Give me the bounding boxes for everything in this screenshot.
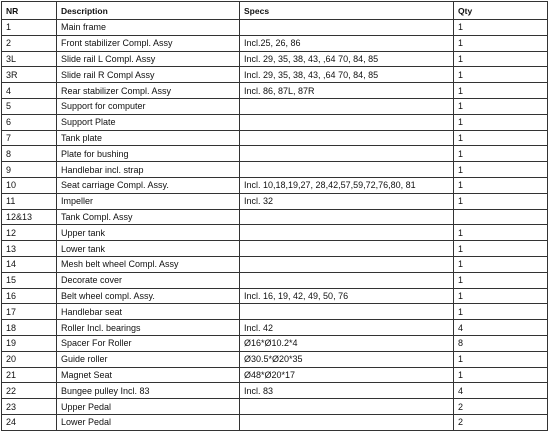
cell-qty: 1 <box>454 130 548 146</box>
cell-description: Guide roller <box>57 351 240 367</box>
cell-description: Lower Pedal <box>57 414 240 430</box>
cell-specs: Incl. 29, 35, 38, 43, ,64 70, 84, 85 <box>240 67 454 83</box>
cell-nr: 3R <box>2 67 57 83</box>
cell-description: Decorate cover <box>57 272 240 288</box>
cell-specs <box>240 399 454 415</box>
cell-specs <box>240 304 454 320</box>
cell-qty: 1 <box>454 367 548 383</box>
cell-nr: 8 <box>2 146 57 162</box>
header-row <box>2 2 548 20</box>
cell-specs <box>240 225 454 241</box>
cell-qty: 1 <box>454 177 548 193</box>
table-row <box>2 130 548 146</box>
table-row <box>2 162 548 178</box>
cell-qty: 1 <box>454 114 548 130</box>
table-row <box>2 320 548 336</box>
cell-nr: 18 <box>2 320 57 336</box>
table-row <box>2 193 548 209</box>
cell-description: Belt wheel compl. Assy. <box>57 288 240 304</box>
table-row <box>2 335 548 351</box>
cell-description: Lower tank <box>57 241 240 257</box>
table-row <box>2 83 548 99</box>
table-row <box>2 241 548 257</box>
table-row <box>2 98 548 114</box>
table-row <box>2 114 548 130</box>
cell-qty: 1 <box>454 98 548 114</box>
cell-specs: Incl.25, 26, 86 <box>240 35 454 51</box>
cell-nr: 14 <box>2 256 57 272</box>
cell-nr: 21 <box>2 367 57 383</box>
header-nr: NR <box>2 2 57 20</box>
cell-qty: 1 <box>454 256 548 272</box>
cell-qty: 4 <box>454 383 548 399</box>
cell-qty: 1 <box>454 272 548 288</box>
table-row <box>2 288 548 304</box>
cell-nr: 20 <box>2 351 57 367</box>
header-description: Description <box>57 2 240 20</box>
cell-qty <box>454 209 548 225</box>
cell-description: Handlebar incl. strap <box>57 162 240 178</box>
cell-specs <box>240 272 454 288</box>
cell-nr: 12&13 <box>2 209 57 225</box>
cell-specs: Ø16*Ø10.2*4 <box>240 335 454 351</box>
cell-description: Upper tank <box>57 225 240 241</box>
cell-nr: 24 <box>2 414 57 430</box>
table-row <box>2 256 548 272</box>
table-row <box>2 304 548 320</box>
cell-description: Magnet Seat <box>57 367 240 383</box>
cell-specs: Incl. 10,18,19,27, 28,42,57,59,72,76,80, 81 <box>240 177 454 193</box>
cell-description: Tank plate <box>57 130 240 146</box>
cell-nr: 9 <box>2 162 57 178</box>
cell-qty: 8 <box>454 335 548 351</box>
cell-qty: 1 <box>454 288 548 304</box>
cell-qty: 1 <box>454 351 548 367</box>
cell-specs: Ø48*Ø20*17 <box>240 367 454 383</box>
cell-nr: 19 <box>2 335 57 351</box>
cell-description: Plate for bushing <box>57 146 240 162</box>
cell-nr: 4 <box>2 83 57 99</box>
table-row <box>2 272 548 288</box>
table-body <box>2 20 548 431</box>
cell-specs <box>240 241 454 257</box>
table-row <box>2 67 548 83</box>
cell-specs <box>240 130 454 146</box>
cell-nr: 2 <box>2 35 57 51</box>
cell-description: Spacer For Roller <box>57 335 240 351</box>
cell-specs: Incl. 42 <box>240 320 454 336</box>
cell-qty: 1 <box>454 241 548 257</box>
cell-description: Support Plate <box>57 114 240 130</box>
cell-nr: 13 <box>2 241 57 257</box>
cell-nr: 15 <box>2 272 57 288</box>
cell-qty: 1 <box>454 67 548 83</box>
table-row <box>2 51 548 67</box>
cell-description: Tank Compl. Assy <box>57 209 240 225</box>
cell-qty: 1 <box>454 225 548 241</box>
table-row <box>2 383 548 399</box>
cell-description: Slide rail R Compl Assy <box>57 67 240 83</box>
cell-nr: 6 <box>2 114 57 130</box>
table-row <box>2 414 548 430</box>
table-row <box>2 225 548 241</box>
table-header <box>2 2 548 20</box>
cell-specs <box>240 256 454 272</box>
cell-description: Mesh belt wheel Compl. Assy <box>57 256 240 272</box>
table-row <box>2 35 548 51</box>
cell-specs <box>240 98 454 114</box>
cell-nr: 7 <box>2 130 57 146</box>
header-qty: Qty <box>454 2 548 20</box>
cell-specs <box>240 414 454 430</box>
cell-nr: 10 <box>2 177 57 193</box>
table-row <box>2 146 548 162</box>
cell-description: Main frame <box>57 20 240 36</box>
cell-qty: 1 <box>454 51 548 67</box>
cell-qty: 2 <box>454 399 548 415</box>
cell-description: Upper Pedal <box>57 399 240 415</box>
cell-specs: Incl. 86, 87L, 87R <box>240 83 454 99</box>
cell-specs: Incl. 83 <box>240 383 454 399</box>
cell-nr: 11 <box>2 193 57 209</box>
cell-qty: 4 <box>454 320 548 336</box>
cell-specs <box>240 162 454 178</box>
cell-qty: 1 <box>454 20 548 36</box>
header-specs: Specs <box>240 2 454 20</box>
parts-table <box>1 1 548 431</box>
cell-description: Slide rail L Compl. Assy <box>57 51 240 67</box>
table-row <box>2 399 548 415</box>
cell-nr: 17 <box>2 304 57 320</box>
cell-description: Seat carriage Compl. Assy. <box>57 177 240 193</box>
cell-qty: 1 <box>454 162 548 178</box>
table-row <box>2 177 548 193</box>
cell-description: Bungee pulley Incl. 83 <box>57 383 240 399</box>
table-row <box>2 367 548 383</box>
cell-description: Front stabilizer Compl. Assy <box>57 35 240 51</box>
cell-qty: 2 <box>454 414 548 430</box>
table-row <box>2 351 548 367</box>
cell-nr: 5 <box>2 98 57 114</box>
cell-qty: 1 <box>454 35 548 51</box>
cell-specs <box>240 20 454 36</box>
cell-specs: Incl. 29, 35, 38, 43, ,64 70, 84, 85 <box>240 51 454 67</box>
cell-specs: Incl. 32 <box>240 193 454 209</box>
cell-specs: Incl. 16, 19, 42, 49, 50, 76 <box>240 288 454 304</box>
cell-nr: 16 <box>2 288 57 304</box>
cell-qty: 1 <box>454 83 548 99</box>
cell-nr: 12 <box>2 225 57 241</box>
cell-specs <box>240 114 454 130</box>
cell-nr: 3L <box>2 51 57 67</box>
cell-specs <box>240 146 454 162</box>
cell-specs: Ø30.5*Ø20*35 <box>240 351 454 367</box>
cell-qty: 1 <box>454 304 548 320</box>
table-row <box>2 209 548 225</box>
cell-nr: 22 <box>2 383 57 399</box>
cell-description: Roller Incl. bearings <box>57 320 240 336</box>
cell-nr: 1 <box>2 20 57 36</box>
cell-description: Support for computer <box>57 98 240 114</box>
cell-specs <box>240 209 454 225</box>
cell-qty: 1 <box>454 146 548 162</box>
table-row <box>2 20 548 36</box>
cell-nr: 23 <box>2 399 57 415</box>
cell-qty: 1 <box>454 193 548 209</box>
cell-description: Rear stabilizer Compl. Assy <box>57 83 240 99</box>
cell-description: Handlebar seat <box>57 304 240 320</box>
cell-description: Impeller <box>57 193 240 209</box>
